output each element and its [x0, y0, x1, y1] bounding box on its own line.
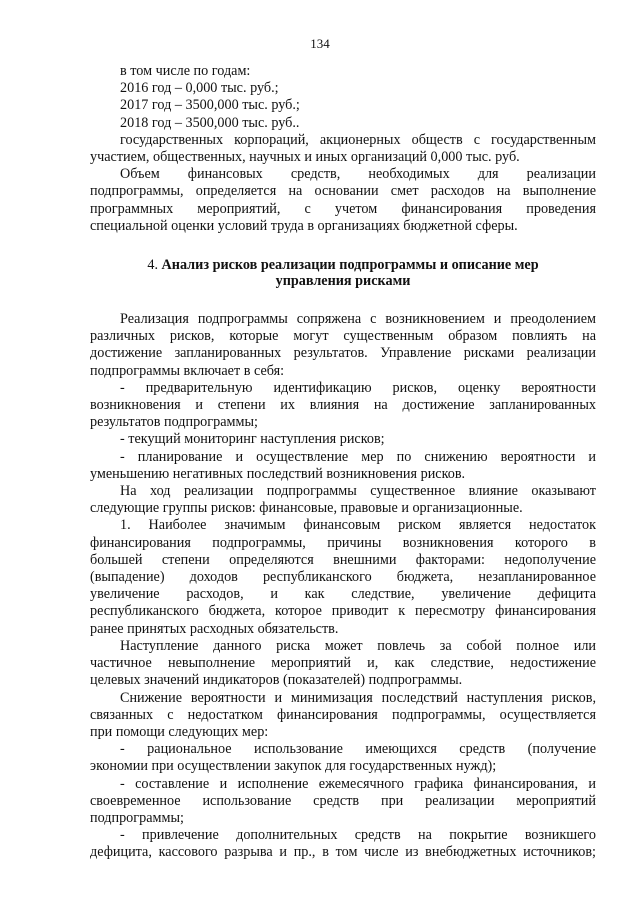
- text-line: 2016 год – 0,000 тыс. руб.;: [120, 80, 279, 97]
- text-line: в том числе по годам:: [120, 63, 251, 79]
- page-number: 134: [310, 36, 330, 51]
- text-line: следующие группы рисков: финансовые, правовые и организационные.: [90, 500, 523, 517]
- text-line: программных мероприятий, с учетом финансирования проведения: [90, 200, 596, 217]
- text-line: Наступление данного риска может повлечь за собой полное или: [120, 637, 596, 654]
- text-line: возникновения и степени их влияния на достижение запланированных: [90, 397, 596, 414]
- text-line: - рациональное использование имеющихся средств (получение: [120, 741, 596, 758]
- text-line: Реализация подпрограммы сопряжена с возникновением и преодолением: [120, 311, 596, 328]
- text-line: ранее принятых расходных обязательств.: [90, 620, 339, 637]
- text-line: Снижение вероятности и минимизация последствий наступления рисков,: [120, 689, 596, 706]
- text-line: своевременное использование средств при реализации мероприятий: [90, 792, 596, 809]
- text-line: связанных с недостатком финансирования подпрограммы, осуществляется: [90, 706, 596, 723]
- text-line: при помощи следующих мер:: [90, 723, 269, 740]
- text-line: государственных корпораций, акционерных обществ с государственным: [120, 131, 596, 148]
- text-line: - предварительную идентификацию рисков, оценку вероятности: [120, 379, 596, 396]
- text-line: - составление и исполнение ежемесячного графика финансирования, и: [120, 775, 596, 792]
- text-line: (выпадение) доходов республиканского бюджета, незапланированное: [90, 569, 596, 586]
- text-line: - текущий мониторинг наступления рисков;: [120, 431, 385, 448]
- section-heading: [90, 257, 596, 289]
- text-line: - планирование и осуществление мер по снижению вероятности и: [120, 448, 596, 465]
- page-content: [90, 63, 596, 862]
- text-line: увеличение расходов, и как следствие, увеличение дефицита: [90, 586, 596, 603]
- text-line: 2017 год – 3500,000 тыс. руб.;: [120, 97, 300, 114]
- risk-analysis-paragraphs: [90, 311, 596, 862]
- text-line: большей степени определяются внешними факторами: недополучение: [90, 551, 596, 568]
- text-line: достижение запланированных результатов. Управление рисками реализации: [90, 345, 596, 362]
- text-line: 1. Наиболее значимым финансовым риском является недостаток: [120, 517, 596, 534]
- text-line: - привлечение дополнительных средств на покрытие возникшего: [120, 827, 596, 844]
- text-line: республиканского бюджета, которое приводит к пересмотру финансирования: [90, 603, 596, 620]
- text-line: результатов подпрограммы;: [90, 414, 258, 431]
- text-line: участием, общественных, научных и иных организаций 0,000 тыс. руб.: [90, 149, 520, 166]
- text-line: целевых значений индикаторов (показателей) подпрограммы.: [90, 672, 463, 689]
- text-line: На ход реализации подпрограммы существенное влияние оказывают: [120, 483, 596, 500]
- section-number: 4.: [147, 257, 158, 274]
- text-line: финансирования подпрограммы, причины возникновения которого в: [90, 534, 596, 551]
- text-line: подпрограммы включает в себя:: [90, 362, 285, 379]
- text-line: Объем финансовых средств, необходимых для реализации: [120, 166, 596, 183]
- section-title-line-1: Анализ рисков реализации подпрограммы и описание мер: [161, 257, 539, 274]
- section-title-line-2: управления рисками: [275, 273, 411, 290]
- text-line: 2018 год – 3500,000 тыс. руб..: [120, 114, 300, 131]
- text-line: частичное невыполнение мероприятий и, как следствие, недостижение: [90, 655, 596, 672]
- text-line: уменьшению негативных последствий возникновения рисков.: [90, 465, 466, 482]
- text-line: подпрограммы, определяется на основании смет расходов на выполнение: [90, 183, 596, 200]
- text-line: экономии при осуществлении закупок для государственных нужд);: [90, 758, 497, 775]
- text-line: дефицита, кассового разрыва и пр., в том числе из внебюджетных источников;: [90, 844, 596, 861]
- text-line: специальной оценки условий труда в организациях бюджетной сферы.: [90, 217, 518, 234]
- text-line: различных рисков, которые могут существенным образом повлиять на: [90, 328, 596, 345]
- text-line: подпрограммы;: [90, 809, 184, 826]
- budget-paragraphs: [90, 63, 596, 235]
